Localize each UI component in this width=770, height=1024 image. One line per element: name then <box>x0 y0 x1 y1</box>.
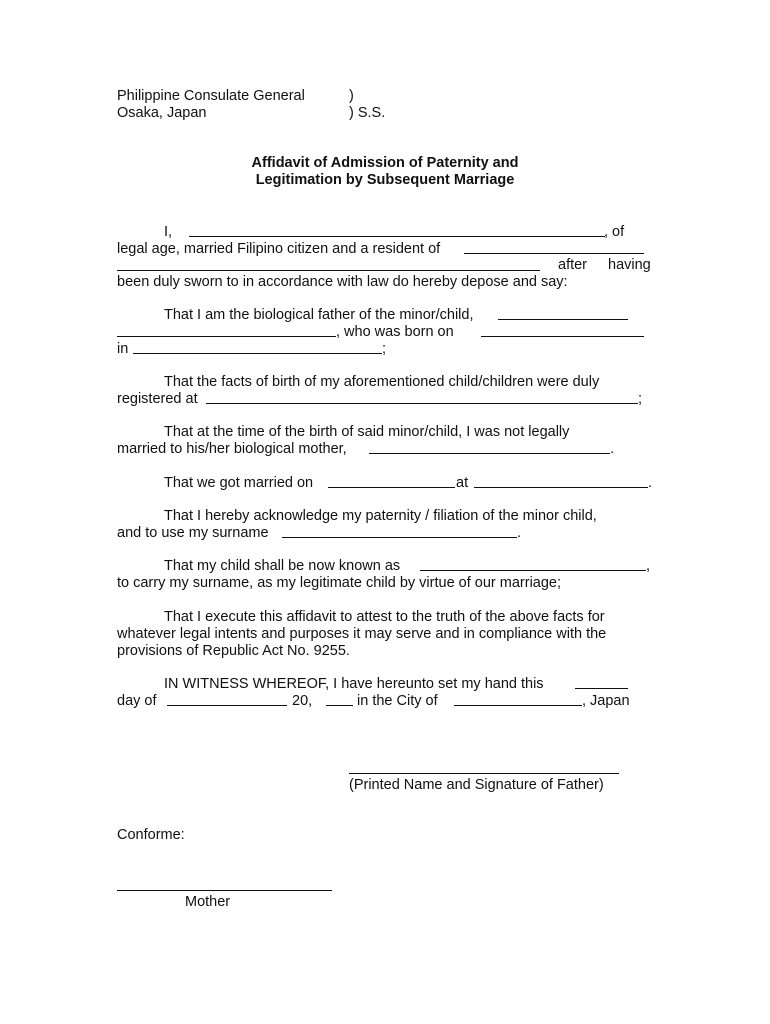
p1-in: in <box>117 341 129 357</box>
residence-field-2[interactable] <box>117 270 540 271</box>
conforme-label: Conforme: <box>117 827 185 843</box>
p2-semicolon: ; <box>638 391 643 407</box>
p6-comma: , <box>646 558 651 574</box>
birth-date-field[interactable] <box>481 336 644 337</box>
father-signature-label: (Printed Name and Signature of Father) <box>349 777 604 793</box>
p7-line3: provisions of Republic Act No. 9255. <box>117 643 350 659</box>
p3-line2: married to his/her biological mother, <box>117 441 347 457</box>
witness-day-of: day of <box>117 693 157 709</box>
witness-day-field[interactable] <box>575 688 628 689</box>
intro-of: , of <box>604 224 625 240</box>
witness-city-field[interactable] <box>454 705 582 706</box>
p1-line1: That I am the biological father of the minor/child, <box>164 307 474 323</box>
consulate-name: Philippine Consulate General <box>117 88 305 104</box>
p4-married-on: That we got married on <box>164 475 314 491</box>
p7-line2: whatever legal intents and purposes it may serve and in compliance with the <box>117 626 607 642</box>
registry-field[interactable] <box>206 403 638 404</box>
mother-name-field[interactable] <box>369 453 610 454</box>
witness-month-field[interactable] <box>167 705 287 706</box>
p3-period: . <box>610 441 615 457</box>
new-child-name-field[interactable] <box>420 570 646 571</box>
consulate-location: Osaka, Japan <box>117 105 207 121</box>
intro-i: I, <box>164 224 173 240</box>
intro-sworn: been duly sworn to in accordance with law do hereby depose and say: <box>117 274 568 290</box>
venue-paren: ) <box>349 88 354 104</box>
p4-period: . <box>648 475 653 491</box>
witness-city: in the City of <box>357 693 438 709</box>
p6-known-as: That my child shall be now known as <box>164 558 401 574</box>
p3-line1: That at the time of the birth of said minor/child, I was not legally <box>164 424 570 440</box>
p6-line2: to carry my surname, as my legitimate child by virtue of our marriage; <box>117 575 562 591</box>
witness-line1: IN WITNESS WHEREOF, I have hereunto set my hand this <box>164 676 544 692</box>
document-title-line2: Legitimation by Subsequent Marriage <box>255 172 515 188</box>
intro-after: after <box>558 257 588 273</box>
p2-line1: That the facts of birth of my aforementioned child/children were duly <box>164 374 600 390</box>
p2-registered: registered at <box>117 391 198 407</box>
mother-signature-label: Mother <box>185 894 231 910</box>
marriage-place-field[interactable] <box>474 487 648 488</box>
affiant-name-field[interactable] <box>189 236 605 237</box>
mother-signature-line[interactable] <box>117 890 332 891</box>
surname-field[interactable] <box>282 537 517 538</box>
witness-japan: , Japan <box>582 693 630 709</box>
p7-line1: That I execute this affidavit to attest to the truth of the above facts for <box>164 609 605 625</box>
document-title-line1: Affidavit of Admission of Paternity and <box>251 155 519 171</box>
witness-year-field[interactable] <box>326 705 353 706</box>
child-name-field-2[interactable] <box>117 336 336 337</box>
intro-having: having <box>608 257 651 273</box>
p4-at: at <box>456 475 469 491</box>
father-signature-line[interactable] <box>349 773 619 774</box>
child-name-field-1[interactable] <box>498 319 628 320</box>
p5-line2: and to use my surname <box>117 525 269 541</box>
p5-period: . <box>517 525 522 541</box>
marriage-date-field[interactable] <box>328 487 455 488</box>
intro-legal-age: legal age, married Filipino citizen and a resident of <box>117 241 441 257</box>
birth-place-field[interactable] <box>133 353 382 354</box>
residence-field-1[interactable] <box>464 253 644 254</box>
witness-twenty: 20, <box>292 693 313 709</box>
p1-semicolon: ; <box>382 341 387 357</box>
venue-ss: ) S.S. <box>349 105 386 121</box>
p1-who-born: , who was born on <box>336 324 454 340</box>
p5-line1: That I hereby acknowledge my paternity / filiation of the minor child, <box>164 508 597 524</box>
